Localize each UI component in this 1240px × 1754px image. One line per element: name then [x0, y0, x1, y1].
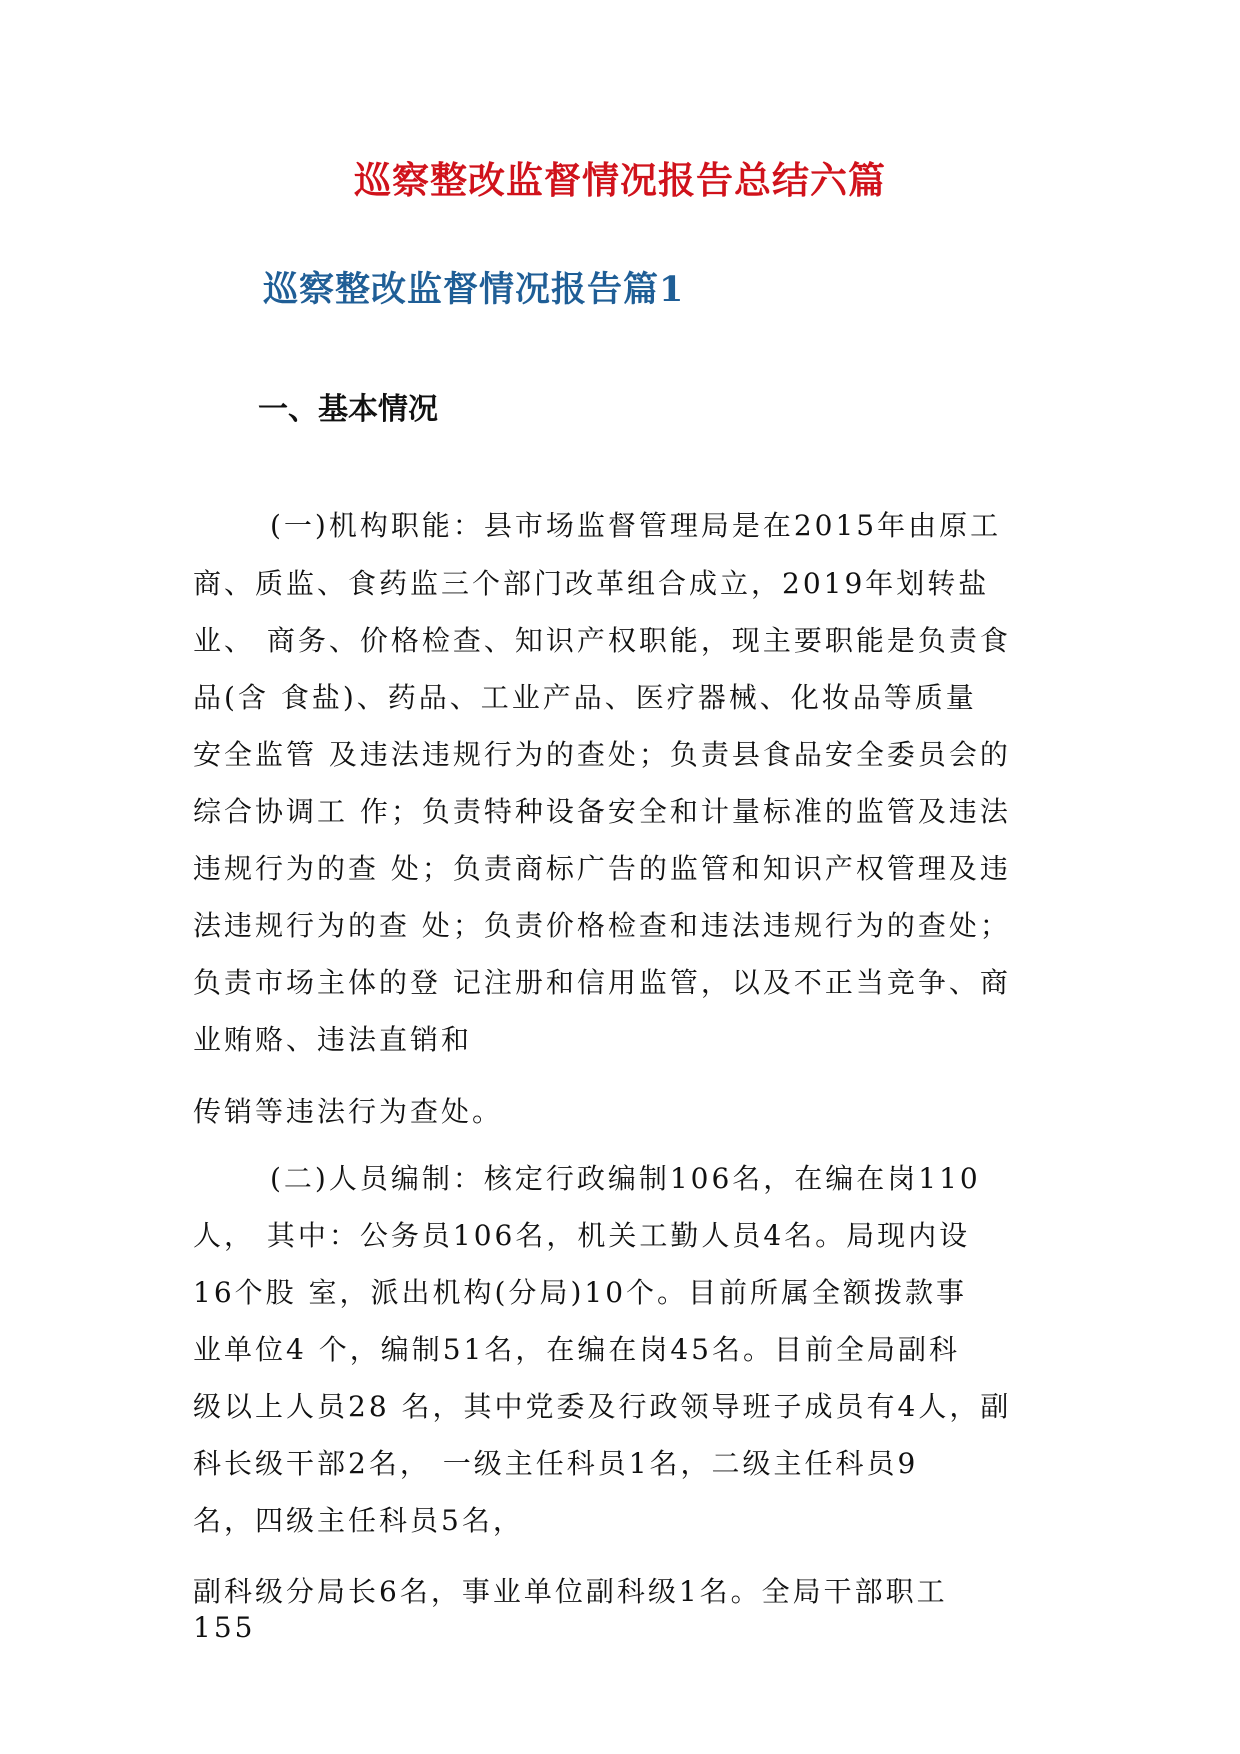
text-line: 商、质监、食药监三个部门改革组合成立，2019年划转盐	[193, 567, 990, 600]
section-title: 巡察整改监督情况报告篇1	[263, 269, 685, 310]
text-line: 级以上人员28 名，其中党委及行政领导班子成员有4人，副	[193, 1390, 1012, 1423]
text-line: 传销等违法行为查处。	[193, 1095, 504, 1128]
text-line: 安全监管 及违法违规行为的查处；负责县食品安全委员会的	[193, 738, 1011, 771]
heading-basic-info: 一、基本情况	[258, 392, 438, 427]
text-line: 业、 商务、价格检查、知识产权职能，现主要职能是负责食	[193, 624, 1011, 657]
text-line: 法违规行为的查 处；负责价格检查和违法违规行为的查处；	[193, 909, 1011, 942]
text-line: 业贿赂、违法直销和	[193, 1023, 473, 1056]
text-line: (一)机构职能：县市场监督管理局是在2015年由原工	[270, 509, 1002, 542]
text-line: 人， 其中：公务员106名，机关工勤人员4名。局现内设	[193, 1219, 971, 1252]
text-line: 负责市场主体的登 记注册和信用监管，以及不正当竞争、商	[193, 966, 1011, 999]
text-line: (二)人员编制：核定行政编制106名，在编在岗110	[270, 1162, 981, 1195]
text-line: 科长级干部2名， 一级主任科员1名，二级主任科员9	[193, 1447, 919, 1480]
text-line: 155	[193, 1611, 256, 1644]
text-line: 16个股 室，派出机构(分局)10个。目前所属全额拨款事	[193, 1276, 968, 1309]
document-title: 巡察整改监督情况报告总结六篇	[354, 158, 886, 202]
text-line: 违规行为的查 处；负责商标广告的监管和知识产权管理及违	[193, 852, 1011, 885]
text-line: 综合协调工 作；负责特种设备安全和计量标准的监管及违法	[193, 795, 1011, 828]
text-line: 业单位4 个，编制51名，在编在岗45名。目前全局副科	[193, 1333, 960, 1366]
text-line: 副科级分局长6名，事业单位副科级1名。全局干部职工	[193, 1575, 948, 1608]
text-line: 品(含 食盐)、药品、工业产品、医疗器械、化妆品等质量	[193, 681, 977, 714]
text-line: 名，四级主任科员5名，	[193, 1504, 524, 1537]
